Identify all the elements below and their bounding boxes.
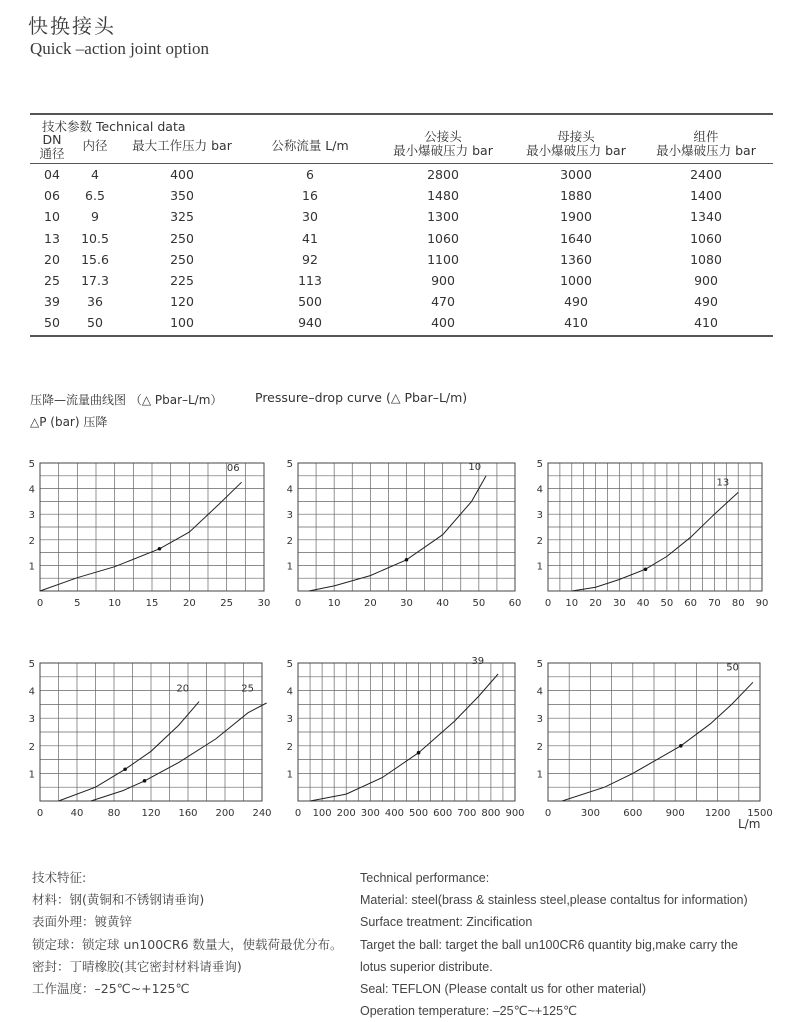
cell-flow: 6 xyxy=(306,167,314,182)
header-assembly xyxy=(656,130,756,158)
cell-flow: 30 xyxy=(302,209,318,225)
x-tick-label: 20 xyxy=(363,598,377,609)
cell-assembly-burst: 2400 xyxy=(690,167,722,182)
cell-female-burst: 410 xyxy=(564,315,588,331)
x-tick-label: 10 xyxy=(108,598,122,609)
feature-cn-line: 材料：钢(黄铜和不锈钢请垂询) xyxy=(32,892,205,908)
curves-title-cn: 压降—流量曲线图 （△ Pbar–L/m） xyxy=(30,393,223,407)
feature-cn-line: 技术特征: xyxy=(32,870,87,885)
header-female-bottom: 最小爆破压力 bar xyxy=(526,143,626,158)
page-title-cn: 快换接头 xyxy=(28,14,116,38)
x-tick-label: 20 xyxy=(182,598,196,609)
cell-dn: 39 xyxy=(44,294,60,310)
y-tick-label: 5 xyxy=(286,459,293,470)
y-tick-label: 5 xyxy=(286,659,293,670)
x-tick-label: 100 xyxy=(312,808,332,819)
y-tick-label: 4 xyxy=(286,484,293,496)
y-tick-label: 4 xyxy=(286,686,293,698)
cell-max-pressure: 225 xyxy=(170,273,194,288)
y-tick-label: 5 xyxy=(28,459,35,470)
x-tick-label: 240 xyxy=(252,808,272,819)
x-tick-label: 30 xyxy=(257,598,271,609)
y-tick-label: 3 xyxy=(286,714,293,726)
cell-max-pressure: 325 xyxy=(170,209,194,225)
x-tick-label: 400 xyxy=(384,808,404,819)
y-tick-label: 1 xyxy=(286,769,293,781)
x-tick-label: 80 xyxy=(731,598,745,609)
cell-assembly-burst: 900 xyxy=(694,273,718,288)
x-tick-label: 120 xyxy=(141,808,161,819)
x-tick-label: 15 xyxy=(145,598,159,609)
cell-inner-diameter: 17.3 xyxy=(81,273,109,288)
cell-max-pressure: 100 xyxy=(170,315,194,331)
curve-label-50: 50 xyxy=(726,662,739,674)
x-tick-label: 20 xyxy=(589,598,602,609)
cell-female-burst: 3000 xyxy=(560,167,592,182)
cell-assembly-burst: 1060 xyxy=(690,230,722,246)
header-inner-diameter: 内径 xyxy=(82,138,108,153)
header-male-bottom: 最小爆破压力 bar xyxy=(393,143,493,158)
cell-male-burst: 400 xyxy=(431,315,455,331)
header-male-top: 公接头 xyxy=(424,129,462,144)
cell-male-burst: 2800 xyxy=(427,167,459,182)
cell-dn: 25 xyxy=(44,273,60,288)
x-tick-label: 50 xyxy=(660,598,674,609)
x-tick-label: 160 xyxy=(178,808,198,819)
y-tick-label: 5 xyxy=(28,659,35,670)
cell-dn: 10 xyxy=(44,209,60,225)
x-tick-label: 300 xyxy=(580,808,600,819)
cell-male-burst: 1480 xyxy=(427,188,459,204)
x-tick-label: 30 xyxy=(400,598,413,609)
cell-assembly-burst: 1400 xyxy=(690,188,722,204)
cell-max-pressure: 400 xyxy=(170,167,194,182)
cell-inner-diameter: 15.6 xyxy=(81,251,109,267)
curve-39 xyxy=(310,674,498,801)
y-tick-label: 4 xyxy=(28,484,35,496)
x-tick-label: 0 xyxy=(544,808,552,819)
cell-inner-diameter: 4 xyxy=(91,167,99,182)
y-tick-label: 1 xyxy=(286,561,293,573)
cell-max-pressure: 250 xyxy=(170,230,194,246)
header-assembly-bottom: 最小爆破压力 bar xyxy=(656,143,756,158)
header-dn-en: DN xyxy=(42,132,62,147)
cell-dn: 13 xyxy=(44,230,60,246)
header-assembly-top: 组件 xyxy=(693,129,719,144)
cell-female-burst: 1000 xyxy=(560,273,592,288)
cell-assembly-burst: 410 xyxy=(694,315,718,331)
feature-en-line: Material: steel(brass & stainless steel,please contaltus for information) xyxy=(360,893,748,908)
feature-en-line: Surface treatment: Zincification xyxy=(360,915,533,930)
x-tick-label: 10 xyxy=(565,598,579,609)
cell-dn: 04 xyxy=(44,167,60,182)
pressure-drop-charts xyxy=(0,440,800,840)
x-tick-label: 500 xyxy=(409,808,429,819)
header-dn-cn: 通径 xyxy=(39,146,65,161)
cell-flow: 113 xyxy=(298,273,322,288)
cell-female-burst: 1640 xyxy=(560,230,592,246)
cell-assembly-burst: 490 xyxy=(694,294,718,310)
cell-male-burst: 1060 xyxy=(427,230,459,246)
feature-cn-line: 锁定球：锁定球 un100CR6 数量大，使载荷最优分布。 xyxy=(32,936,343,952)
cell-inner-diameter: 9 xyxy=(91,209,99,225)
y-tick-label: 3 xyxy=(28,714,35,726)
y-tick-label: 3 xyxy=(28,510,35,522)
cell-inner-diameter: 10.5 xyxy=(81,230,109,246)
y-tick-label: 5 xyxy=(536,659,543,670)
curve-06 xyxy=(40,482,242,591)
curve-20 xyxy=(59,702,200,801)
header-flow: 公称流量 L/m xyxy=(271,138,349,153)
x-tick-label: 70 xyxy=(708,598,721,609)
features-cn xyxy=(32,867,362,1000)
cell-inner-diameter: 6.5 xyxy=(85,188,105,204)
header-dn xyxy=(39,133,64,161)
y-tick-label: 2 xyxy=(28,741,35,753)
y-tick-label: 5 xyxy=(536,459,543,470)
cell-inner-diameter: 36 xyxy=(87,294,103,310)
x-axis-unit: L/m xyxy=(738,817,761,831)
feature-cn-line: 表面外理：镀黄锌 xyxy=(32,914,133,930)
table-top-rule xyxy=(30,113,773,115)
cell-flow: 16 xyxy=(302,188,318,204)
cell-female-burst: 1880 xyxy=(560,188,592,204)
x-tick-label: 25 xyxy=(220,598,234,609)
x-tick-label: 900 xyxy=(665,808,685,819)
y-tick-label: 1 xyxy=(28,769,35,781)
x-tick-label: 800 xyxy=(481,808,501,819)
table-caption: 技术参数 Technical data xyxy=(42,119,186,134)
feature-cn-line: 工作温度：–25℃~+125℃ xyxy=(32,981,190,997)
y-tick-label: 4 xyxy=(536,484,543,496)
y-tick-label: 1 xyxy=(536,769,543,781)
curve-marker-06 xyxy=(158,547,162,551)
curve-marker-25 xyxy=(143,779,147,783)
curve-label-20: 20 xyxy=(176,683,190,695)
curve-marker-50 xyxy=(679,744,683,748)
curve-marker-39 xyxy=(417,751,421,755)
curve-label-25: 25 xyxy=(241,683,254,695)
x-tick-label: 10 xyxy=(327,598,341,609)
x-tick-label: 1500 xyxy=(747,808,773,819)
x-tick-label: 80 xyxy=(107,808,121,819)
cell-max-pressure: 350 xyxy=(170,188,194,204)
y-tick-label: 2 xyxy=(28,535,35,547)
page-title-en: Quick –action joint option xyxy=(30,39,209,58)
y-tick-label: 4 xyxy=(28,686,35,698)
cell-assembly-burst: 1080 xyxy=(690,251,722,267)
curve-label-10: 10 xyxy=(468,461,482,473)
header-female xyxy=(526,130,626,158)
curve-25 xyxy=(91,703,267,801)
y-tick-label: 1 xyxy=(28,561,35,573)
cell-male-burst: 1300 xyxy=(427,209,459,225)
x-tick-label: 1200 xyxy=(704,808,731,819)
x-tick-label: 0 xyxy=(294,598,302,609)
cell-flow: 500 xyxy=(298,294,322,310)
curve-10 xyxy=(309,476,486,591)
x-tick-label: 90 xyxy=(755,598,769,609)
cell-dn: 06 xyxy=(44,188,60,204)
table-header-rule xyxy=(30,163,773,164)
cell-assembly-burst: 1340 xyxy=(690,209,722,225)
y-tick-label: 2 xyxy=(286,535,293,547)
x-tick-label: 30 xyxy=(612,598,626,609)
feature-en-line: Target the ball: target the ball un100CR6 quantity big,make carry the xyxy=(360,937,738,952)
x-tick-label: 0 xyxy=(294,808,302,819)
y-tick-label: 2 xyxy=(536,535,543,547)
header-female-top: 母接头 xyxy=(557,129,595,144)
x-tick-label: 0 xyxy=(36,598,44,609)
cell-female-burst: 1900 xyxy=(560,209,592,225)
x-tick-label: 0 xyxy=(544,598,552,609)
x-tick-label: 900 xyxy=(505,808,525,819)
cell-dn: 50 xyxy=(44,315,60,331)
cell-inner-diameter: 50 xyxy=(87,315,103,331)
table-bottom-rule xyxy=(30,335,773,337)
x-tick-label: 40 xyxy=(70,808,84,819)
cell-flow: 92 xyxy=(302,251,318,267)
x-tick-label: 700 xyxy=(457,808,477,819)
x-tick-label: 600 xyxy=(623,808,643,819)
header-male xyxy=(393,130,493,158)
x-tick-label: 50 xyxy=(472,598,486,609)
curves-y-label: △P (bar) 压降 xyxy=(30,415,108,429)
curve-marker-10 xyxy=(405,558,409,562)
feature-en-line: Seal: TEFLON (Please contalt us for other material) xyxy=(360,982,646,997)
x-tick-label: 5 xyxy=(74,598,81,609)
features-en xyxy=(360,867,780,1022)
y-tick-label: 3 xyxy=(286,510,293,522)
cell-male-burst: 900 xyxy=(431,273,455,288)
y-tick-label: 3 xyxy=(536,714,543,726)
x-tick-label: 600 xyxy=(433,808,453,819)
header-max-pressure: 最大工作压力 bar xyxy=(132,138,232,153)
cell-male-burst: 470 xyxy=(431,294,455,310)
cell-flow: 41 xyxy=(302,230,318,246)
y-tick-label: 1 xyxy=(536,561,543,573)
feature-en-line: Operation temperature: –25℃~+125℃ xyxy=(360,1004,578,1019)
cell-flow: 940 xyxy=(298,315,322,331)
feature-en-line: lotus superior distribute. xyxy=(360,959,493,974)
y-tick-label: 4 xyxy=(536,686,543,698)
curve-marker-20 xyxy=(123,767,127,771)
curve-label-06: 06 xyxy=(226,463,240,475)
technical-data-table xyxy=(30,113,773,338)
cell-max-pressure: 120 xyxy=(170,294,194,310)
y-tick-label: 3 xyxy=(536,510,543,522)
curve-marker-13 xyxy=(644,567,648,571)
cell-female-burst: 1360 xyxy=(560,251,592,267)
curves-title-en: Pressure–drop curve (△ Pbar–L/m) xyxy=(255,390,468,405)
x-tick-label: 60 xyxy=(508,598,522,609)
cell-max-pressure: 250 xyxy=(170,251,194,267)
x-tick-label: 200 xyxy=(336,808,356,819)
y-tick-label: 2 xyxy=(536,741,543,753)
x-tick-label: 60 xyxy=(684,598,698,609)
cell-female-burst: 490 xyxy=(564,294,588,310)
feature-cn-line: 密封：丁晴橡胶(其它密封材料请垂询) xyxy=(32,958,242,974)
cell-dn: 20 xyxy=(44,251,60,267)
y-tick-label: 2 xyxy=(286,741,293,753)
x-tick-label: 40 xyxy=(436,598,450,609)
feature-en-line: Technical performance: xyxy=(360,871,490,885)
x-tick-label: 200 xyxy=(215,808,235,819)
cell-male-burst: 1100 xyxy=(427,251,459,267)
x-tick-label: 0 xyxy=(36,808,44,819)
x-tick-label: 40 xyxy=(636,598,650,609)
curve-label-39: 39 xyxy=(471,655,485,667)
x-tick-label: 300 xyxy=(360,808,380,819)
curve-label-13: 13 xyxy=(716,477,730,489)
